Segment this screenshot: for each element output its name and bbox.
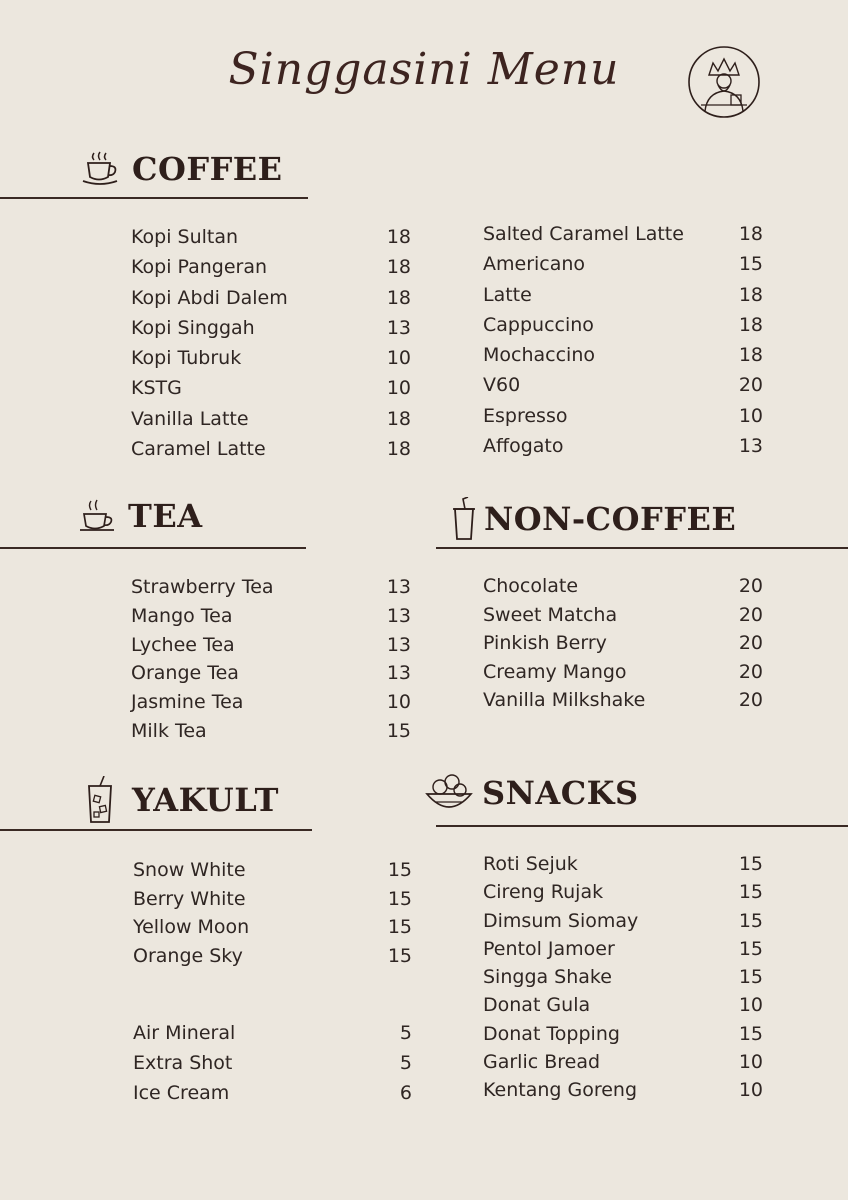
list-item: Latte 18: [483, 283, 763, 306]
snack-bowl-icon: [424, 770, 474, 816]
coffee-heading: [80, 150, 283, 188]
list-item: Americano 15: [483, 253, 763, 276]
list-item: Vanilla Latte 18: [131, 407, 411, 430]
snacks-divider: [436, 825, 848, 827]
iced-drink-cup-icon: [452, 497, 476, 541]
tea-heading-label: TEA: [128, 497, 203, 535]
list-item: Snow White 15: [133, 859, 412, 881]
list-item: Donat Topping 15: [483, 1022, 763, 1045]
snacks-heading: [424, 770, 639, 816]
iced-glass-icon: [86, 776, 114, 824]
list-item: Air Mineral 5: [133, 1022, 412, 1044]
list-item: Dimsum Siomay 15: [483, 909, 763, 932]
coffee-cup-icon: [80, 151, 120, 187]
extras-list: [133, 1018, 412, 1108]
list-item: Kopi Pangeran 18: [131, 256, 411, 279]
non-coffee-heading: [452, 497, 736, 541]
tea-cup-icon: [78, 498, 116, 534]
list-item: Roti Sejuk 15: [483, 853, 763, 875]
list-item: Garlic Bread 10: [483, 1051, 763, 1074]
list-item: Jasmine Tea 10: [131, 691, 411, 714]
list-item: Ice Cream 6: [133, 1082, 412, 1104]
snacks-heading-label: SNACKS: [482, 774, 639, 812]
list-item: Yellow Moon 15: [133, 916, 412, 939]
list-item: Kentang Goreng 10: [483, 1079, 763, 1102]
list-item: KSTG 10: [131, 377, 411, 400]
tea-heading: [78, 497, 203, 535]
king-logo-icon: [687, 45, 761, 119]
list-item: Orange Tea 13: [131, 662, 411, 685]
coffee-heading-label: COFFEE: [132, 150, 283, 188]
yakult-heading: [86, 776, 279, 824]
list-item: Kopi Abdi Dalem 18: [131, 286, 411, 309]
list-item: Pentol Jamoer 15: [483, 937, 763, 960]
yakult-list: [133, 856, 412, 971]
list-item: Salted Caramel Latte 18: [483, 223, 763, 245]
coffee-divider: [0, 197, 308, 199]
list-item: Pinkish Berry 20: [483, 632, 763, 654]
list-item: Mango Tea 13: [131, 604, 411, 627]
tea-divider: [0, 547, 306, 549]
non-coffee-divider: [436, 547, 848, 549]
list-item: Singga Shake 15: [483, 966, 763, 989]
list-item: Kopi Tubruk 10: [131, 347, 411, 370]
list-item: Cireng Rujak 15: [483, 881, 763, 904]
list-item: Kopi Singgah 13: [131, 316, 411, 339]
list-item: Vanilla Milkshake 20: [483, 689, 763, 711]
list-item: Milk Tea 15: [131, 719, 411, 742]
yakult-divider: [0, 829, 312, 831]
list-item: Affogato 13: [483, 435, 763, 458]
list-item: Lychee Tea 13: [131, 633, 411, 656]
list-item: Strawberry Tea 13: [131, 576, 411, 598]
list-item: V60 20: [483, 374, 763, 397]
list-item: Cappuccino 18: [483, 313, 763, 336]
tea-list: [131, 573, 411, 746]
menu-title: Singgasini Menu: [228, 44, 620, 95]
coffee-list-right: [483, 219, 763, 461]
snacks-list: [483, 850, 763, 1105]
list-item: Chocolate 20: [483, 575, 763, 597]
list-item: Creamy Mango 20: [483, 660, 763, 683]
list-item: Kopi Sultan 18: [131, 226, 411, 248]
list-item: Espresso 10: [483, 404, 763, 427]
yakult-heading-label: YAKULT: [132, 781, 279, 819]
coffee-list-left: [131, 222, 411, 464]
list-item: Berry White 15: [133, 887, 412, 910]
non-coffee-heading-label: NON-COFFEE: [484, 500, 737, 538]
list-item: Extra Shot 5: [133, 1052, 412, 1074]
list-item: Caramel Latte 18: [131, 438, 411, 461]
list-item: Mochaccino 18: [483, 344, 763, 367]
list-item: Sweet Matcha 20: [483, 603, 763, 626]
list-item: Donat Gula 10: [483, 994, 763, 1017]
list-item: Orange Sky 15: [133, 945, 412, 968]
non-coffee-list: [483, 572, 763, 715]
